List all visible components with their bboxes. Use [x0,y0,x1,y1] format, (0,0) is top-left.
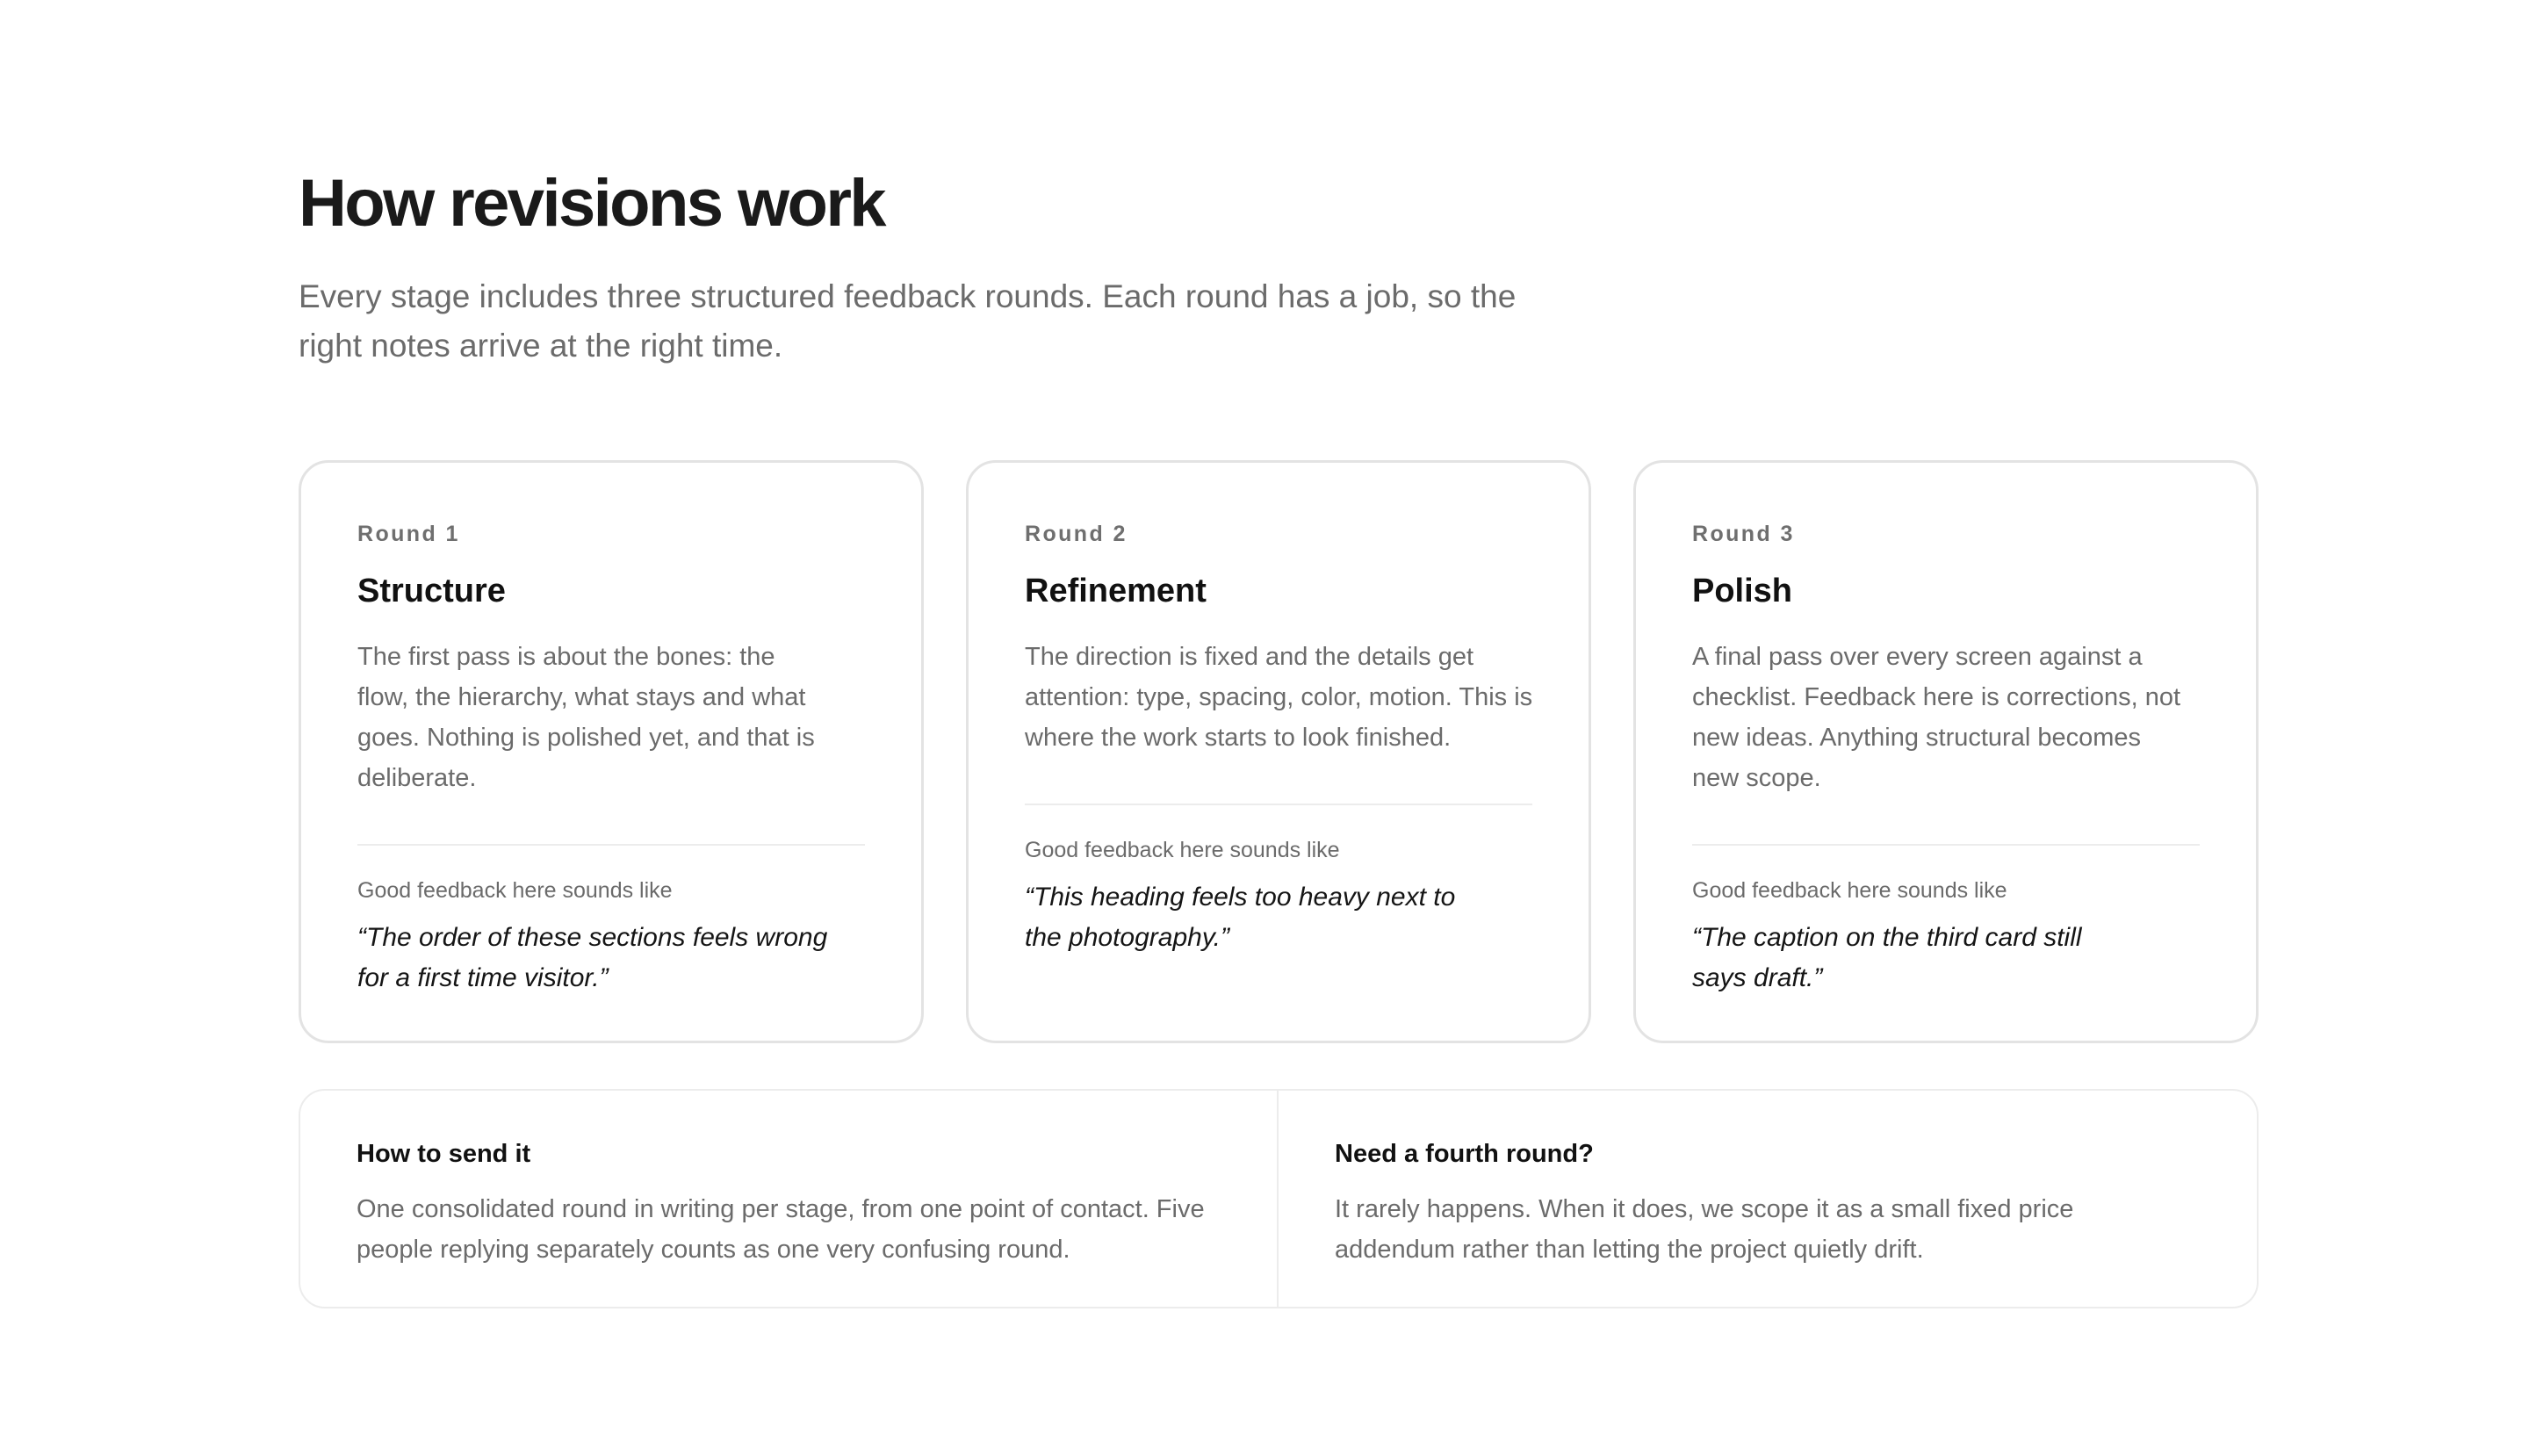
feedback-label: Good feedback here sounds like [1692,878,2007,903]
round-card-polish [1633,460,2259,1043]
round-title: Polish [1692,573,1793,609]
info-text: One consolidated round in writing per stage, from one point of contact. Five people replying separately counts as one very confusing round. [357,1195,1205,1264]
feedback-label: Good feedback here sounds like [357,878,673,903]
card-divider [357,844,865,846]
round-eyebrow: Round 1 [357,522,460,546]
feedback-label: Good feedback here sounds like [1025,838,1340,862]
round-title: Refinement [1025,573,1207,609]
rounds-cards [299,460,2259,1047]
round-card-refinement [966,460,1591,1043]
card-divider [1692,844,2200,846]
round-title: Structure [357,573,506,609]
info-title: Need a fourth round? [1335,1140,1594,1168]
info-fourth-round [1279,1091,2257,1307]
round-description: A final pass over every screen against a checklist. Feedback here is corrections, not new ideas. Anything structural becomes new scope. [1692,643,2181,792]
round-eyebrow: Round 2 [1025,522,1128,546]
round-description: The direction is fixed and the details get attention: type, spacing, color, motion. This is where the work starts to look finished. [1025,643,1533,752]
round-eyebrow: Round 3 [1692,522,1795,546]
page-subtitle: Every stage includes three structured feedback rounds. Each round has a job, so the right notes arrive at the right time. [299,278,1517,364]
info-text: It rarely happens. When it does, we scope it as a small fixed price addendum rather than letting the project quietly drift. [1335,1195,2074,1264]
info-panel [299,1089,2259,1308]
feedback-quote: “This heading feels too heavy next to the photography.” [1025,883,1456,952]
round-card-structure [299,460,924,1043]
card-divider [1025,804,1532,805]
revisions-section [299,158,2259,1308]
round-description: The first pass is about the bones: the flow, the hierarchy, what stays and what goes. Nothing is polished yet, and that is deliberate. [357,643,815,792]
feedback-quote: “The order of these sections feels wrong for a first time visitor.” [357,923,828,992]
info-title: How to send it [357,1140,531,1168]
page-title: How revisions work [299,166,884,241]
feedback-quote: “The caption on the third card still says draft.” [1692,923,2082,992]
info-how-to-send [300,1091,1279,1307]
